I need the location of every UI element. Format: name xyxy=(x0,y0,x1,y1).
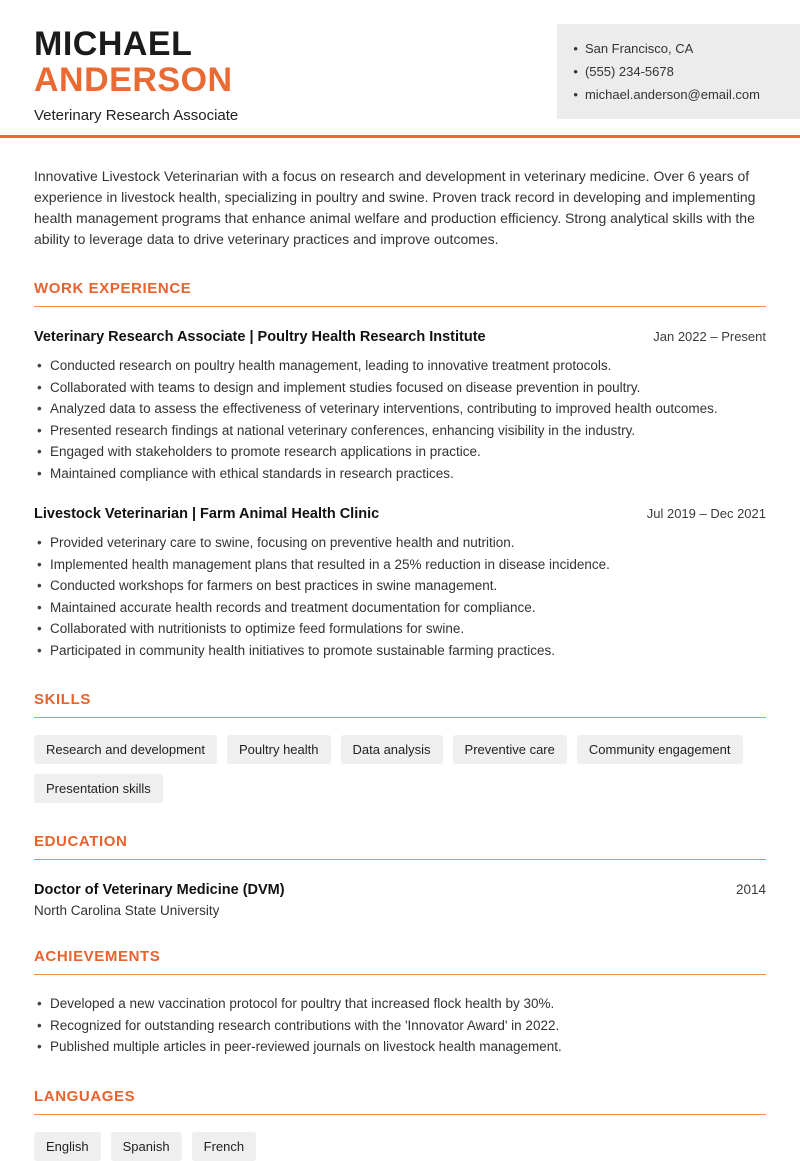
job-dates: Jan 2022 – Present xyxy=(653,329,766,344)
summary-text: Innovative Livestock Veterinarian with a focus on research and development in veterinary medicine. Over 6 years of experience in livestock health, specializing in poultry and swine. Proven track record in developing and implementing health management programs that enhance animal welfare and production efficiency. Strong analytical skills with the ability to leverage data to drive veterinary practices and improve outcomes. xyxy=(34,168,756,247)
bullet-item: • Presented research findings at national veterinary conferences, enhancing visibility in the industry. xyxy=(34,420,766,442)
last-name: ANDERSON xyxy=(34,61,233,100)
school-name: North Carolina State University xyxy=(34,903,220,918)
bullet-item: • Maintained compliance with ethical standards in research practices. xyxy=(34,463,766,485)
skill-tag: Poultry health xyxy=(227,735,331,764)
header xyxy=(0,0,800,135)
education-entry xyxy=(34,882,766,898)
bullet-item: • Developed a new vaccination protocol for poultry that increased flock health by 30%. xyxy=(34,993,766,1015)
achievements-section xyxy=(34,948,766,1058)
bullet-item: • Analyzed data to assess the effectiveness of veterinary interventions, contributing to improved health outcomes. xyxy=(34,398,766,420)
bullet-item: • Participated in community health initiatives to promote sustainable farming practices. xyxy=(34,640,766,662)
bullet-item: • Collaborated with nutritionists to optimize feed formulations for swine. xyxy=(34,618,766,640)
bullet-item: • Provided veterinary care to swine, focusing on preventive health and nutrition. xyxy=(34,532,766,554)
skill-tag: Preventive care xyxy=(453,735,567,764)
job-entry xyxy=(34,329,766,484)
work-experience-title: WORK EXPERIENCE xyxy=(34,280,766,307)
contact-item: • San Francisco, CA xyxy=(573,37,760,60)
job-dates: Jul 2019 – Dec 2021 xyxy=(646,506,766,521)
skill-tag: Presentation skills xyxy=(34,774,163,803)
job-entry xyxy=(34,506,766,661)
bullet-item: • Maintained accurate health records and treatment documentation for compliance. xyxy=(34,597,766,619)
skill-tag: Research and development xyxy=(34,735,217,764)
job-header xyxy=(34,329,766,345)
job-position: Veterinary Research Associate | Poultry Health Research Institute xyxy=(34,329,486,345)
skill-tag: Data analysis xyxy=(341,735,443,764)
skill-tag: Community engagement xyxy=(577,735,743,764)
bullet-item: • Conducted workshops for farmers on best practices in swine management. xyxy=(34,575,766,597)
job-position: Livestock Veterinarian | Farm Animal Health Clinic xyxy=(34,506,380,522)
job-bullet-list xyxy=(34,532,766,661)
bullet-item: • Implemented health management plans that resulted in a 25% reduction in disease incidence. xyxy=(34,554,766,576)
first-name: MICHAEL xyxy=(34,25,193,63)
resume-content xyxy=(0,166,800,1161)
skills-tag-list xyxy=(34,735,766,803)
bullet-item: • Collaborated with teams to design and implement studies focused on disease prevention in poultry. xyxy=(34,377,766,399)
languages-tag-list xyxy=(34,1132,766,1161)
contact-card xyxy=(557,24,800,119)
bullet-item: • Recognized for outstanding research contributions with the 'Innovator Award' in 2022. xyxy=(34,1015,766,1037)
header-divider xyxy=(0,135,800,138)
language-tag: Spanish xyxy=(111,1132,182,1161)
contact-item: • (555) 234-5678 xyxy=(573,60,760,83)
work-experience-section xyxy=(34,280,766,661)
job-header xyxy=(34,506,766,522)
degree-name: Doctor of Veterinary Medicine (DVM) xyxy=(34,882,285,898)
achievements-title: ACHIEVEMENTS xyxy=(34,948,766,975)
language-tag: French xyxy=(192,1132,256,1161)
achievements-bullet-list xyxy=(34,993,766,1058)
candidate-job-title: Veterinary Research Associate xyxy=(34,107,239,125)
skills-title: SKILLS xyxy=(34,691,766,718)
education-title: EDUCATION xyxy=(34,833,766,860)
job-bullet-list xyxy=(34,355,766,484)
languages-title: LANGUAGES xyxy=(34,1088,766,1115)
education-section xyxy=(34,833,766,918)
language-tag: English xyxy=(34,1132,101,1161)
bullet-item: • Engaged with stakeholders to promote research applications in practice. xyxy=(34,441,766,463)
languages-section xyxy=(34,1088,766,1161)
contact-item: • michael.anderson@email.com xyxy=(573,83,760,106)
graduation-year: 2014 xyxy=(735,882,766,897)
bullet-item: • Conducted research on poultry health management, leading to innovative treatment protocols. xyxy=(34,355,766,377)
skills-section xyxy=(34,691,766,803)
bullet-item: • Published multiple articles in peer-reviewed journals on livestock health management. xyxy=(34,1036,766,1058)
